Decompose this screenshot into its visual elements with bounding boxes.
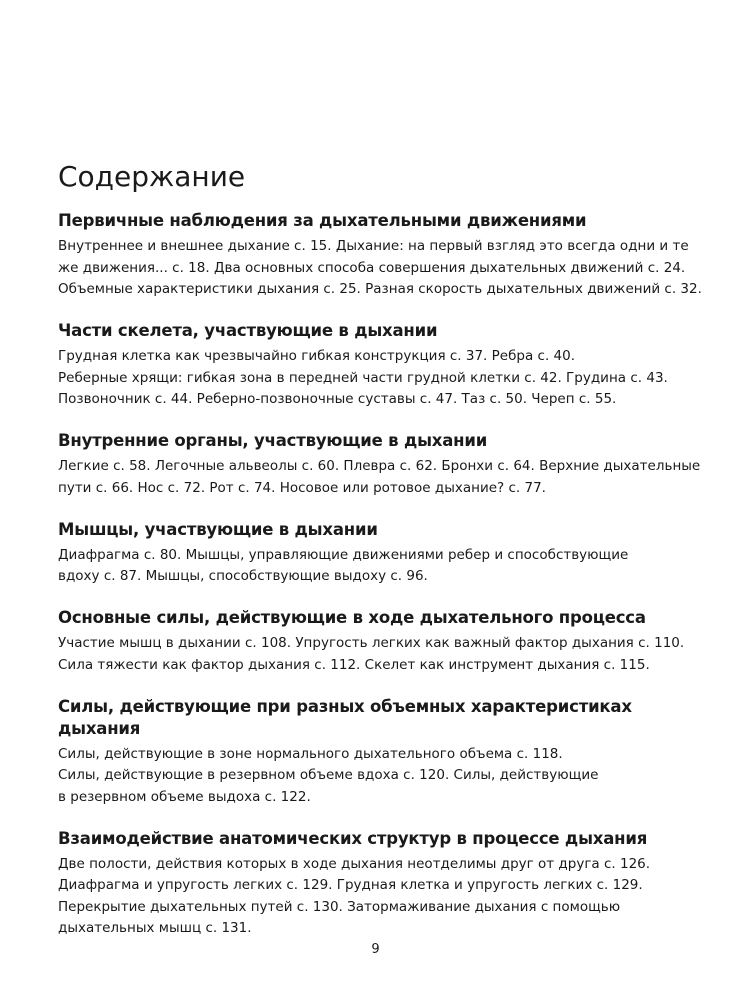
section-entries (58, 236, 708, 301)
entry-line: Объемные характеристики дыхания с. 25. Разная скорость дыхательных движений с. 32. (58, 281, 702, 297)
entry-line: Перекрытие дыхательных путей с. 130. Затормаживание дыхания с помощью (58, 898, 621, 915)
entry-line: Две полости, действия которых в ходе дыхания неотделимы друг от друга с. 126. (58, 855, 651, 872)
section-heading (58, 430, 708, 452)
section-entries (58, 456, 708, 499)
toc-section (58, 828, 708, 940)
section-heading-line: Основные силы, действующие в ходе дыхательного процесса (58, 608, 646, 627)
toc-section (58, 607, 708, 676)
entry-line: дыхательных мышц с. 131. (58, 920, 252, 936)
section-heading (58, 210, 708, 232)
entry-line: Диафрагма с. 80. Мышцы, управляющие движениями ребер и способствующие (58, 546, 629, 563)
entry-line: же движения... с. 18. Два основных способа совершения дыхательных движений с. 24. (58, 259, 686, 276)
toc-section (58, 696, 708, 809)
entry-line: вдоху с. 87. Мышцы, способствующие выдоху с. 96. (58, 568, 428, 584)
section-heading-line: Взаимодействие анатомических структур в процессе дыхания (58, 828, 648, 848)
entry-line: Силы, действующие в резервном объеме вдоха с. 120. Силы, действующие (58, 767, 599, 783)
section-entries (58, 633, 708, 676)
entry-line: пути с. 66. Нос с. 72. Рот с. 74. Носовое или ротовое дыхание? с. 77. (58, 479, 546, 496)
entry-line: Позвоночник с. 44. Реберно-позвоночные суставы с. 47. Таз с. 50. Череп с. 55. (58, 391, 617, 407)
section-heading-line: Первичные наблюдения за дыхательными движениями (58, 211, 587, 230)
section-heading (58, 519, 708, 541)
entry-line: Грудная клетка как чрезвычайно гибкая конструкция с. 37. Ребра с. 40. (58, 348, 576, 364)
entry-line: Внутреннее и внешнее дыхание с. 15. Дыхание: на первый взгляд это всегда одни и те (58, 238, 689, 254)
section-entries (58, 744, 708, 809)
section-heading-line: Части скелета, участвующие в дыхании (58, 321, 438, 340)
entry-line: Легкие с. 58. Легочные альвеолы с. 60. Плевра с. 62. Бронхи с. 64. Верхние дыхательные (58, 458, 701, 474)
page-number: 9 (371, 942, 380, 957)
section-heading (58, 696, 708, 740)
section-heading (58, 607, 708, 629)
table-of-contents (58, 210, 708, 959)
toc-section (58, 519, 708, 588)
section-heading-line: Мышцы, участвующие в дыхании (58, 519, 378, 539)
section-heading-line: дыхания (58, 718, 141, 738)
section-entries (58, 854, 708, 940)
section-heading-line: Внутренние органы, участвующие в дыхании (58, 431, 488, 450)
section-heading (58, 320, 708, 342)
section-entries (58, 346, 708, 411)
entry-line: Диафрагма и упругость легких с. 129. Грудная клетка и упругость легких с. 129. (58, 877, 643, 893)
entry-line: Реберные хрящи: гибкая зона в передней части грудной клетки с. 42. Грудина с. 43. (58, 369, 668, 386)
entry-line: Сила тяжести как фактор дыхания с. 112. Скелет как инструмент дыхания с. 115. (58, 656, 650, 673)
entry-line: Участие мышц в дыхании с. 108. Упругость легких как важный фактор дыхания с. 110. (58, 635, 685, 651)
toc-section (58, 210, 708, 301)
entry-line: Силы, действующие в зоне нормального дыхательного объема с. 118. (58, 745, 563, 762)
section-entries (58, 545, 708, 588)
entry-line: в резервном объеме выдоха с. 122. (58, 788, 311, 805)
section-heading-line: Силы, действующие при разных объемных характеристиках (58, 696, 632, 716)
section-heading (58, 828, 708, 850)
page-title: Содержание (58, 160, 246, 193)
toc-section (58, 320, 708, 411)
toc-section (58, 430, 708, 499)
